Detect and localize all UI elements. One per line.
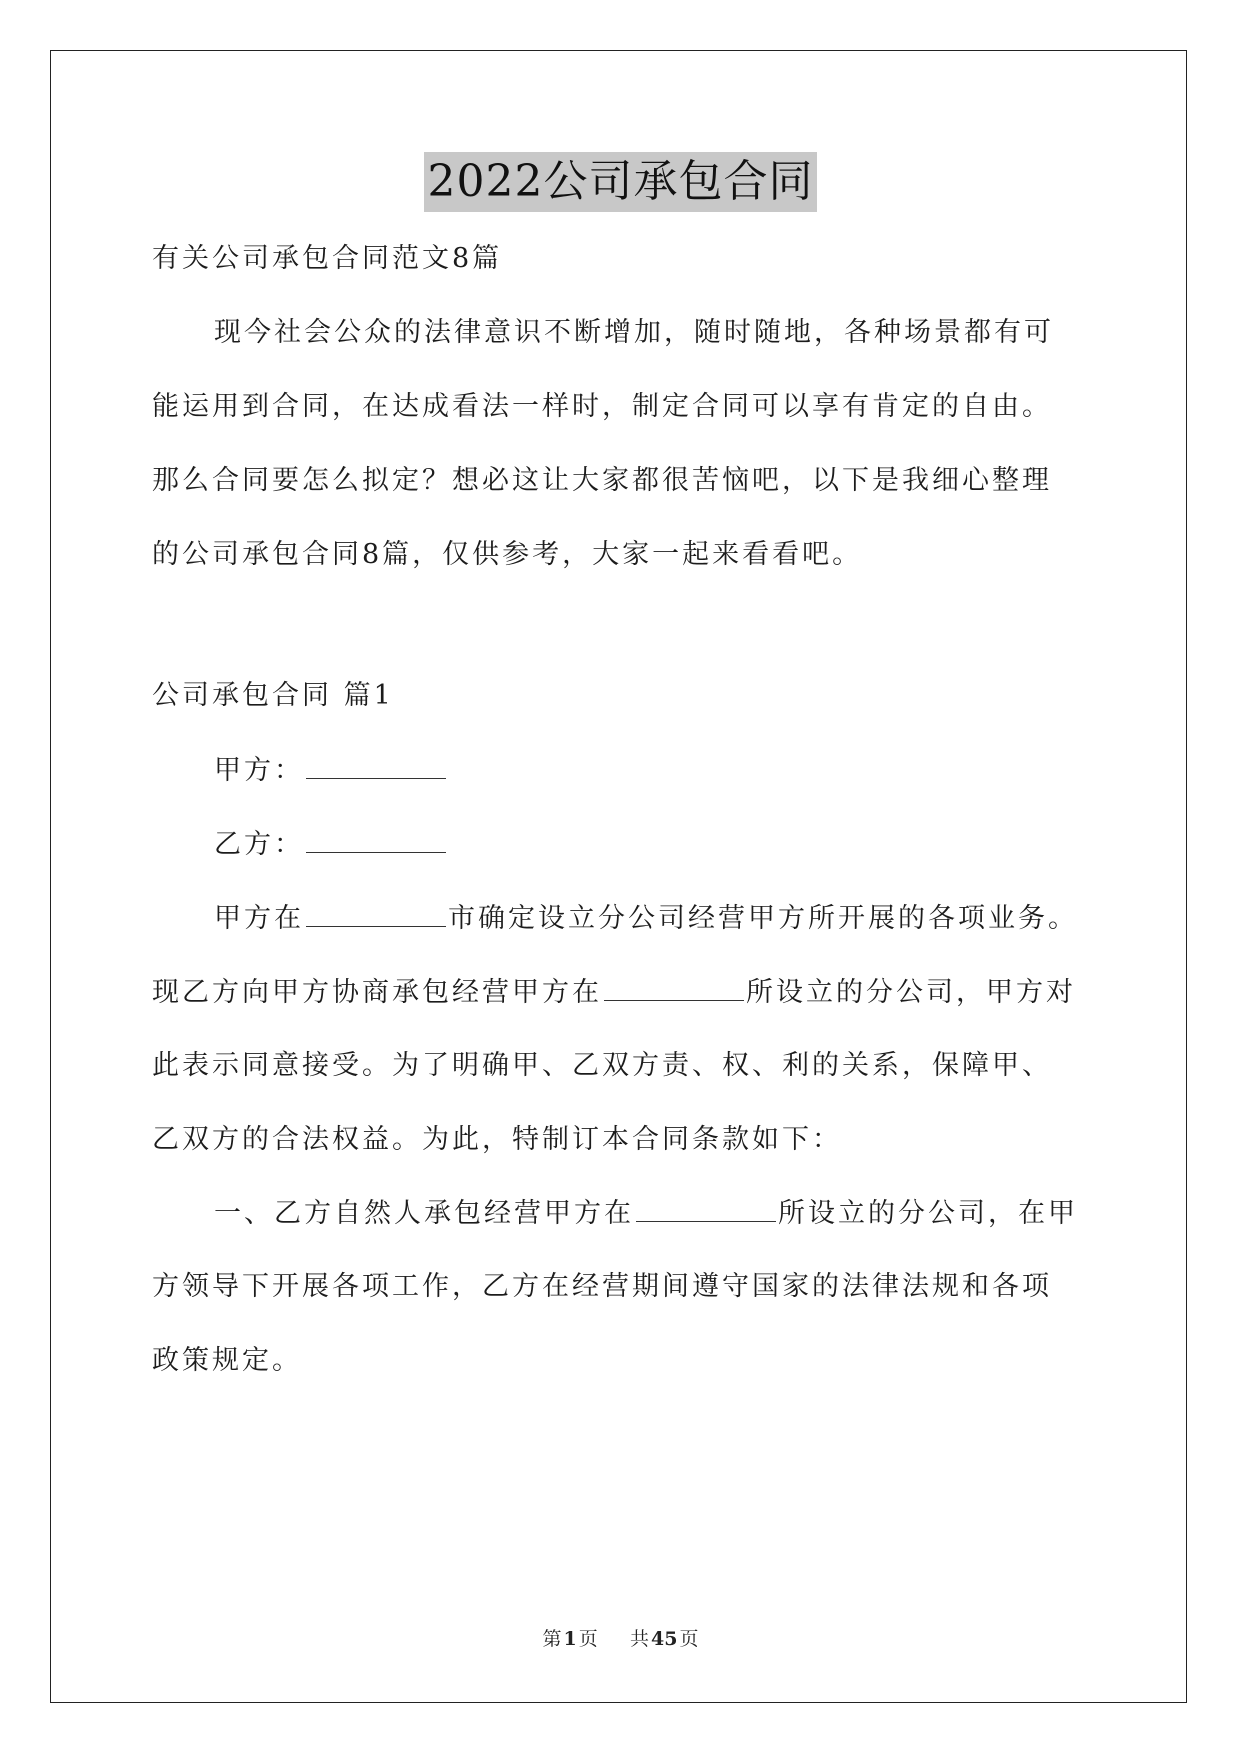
body-text: 市确定设立分公司经营甲方所开展的各项业务。 xyxy=(448,903,1078,934)
party-a-blank xyxy=(306,750,446,779)
page-footer xyxy=(0,1626,1241,1652)
body-line-7: 政策规定。 xyxy=(152,1345,302,1376)
page-border xyxy=(50,50,1187,1703)
intro-line-2: 能运用到合同，在达成看法一样时，制定合同可以享有肯定的自由。 xyxy=(152,391,1052,422)
body-text: 一、乙方自然人承包经营甲方在 xyxy=(214,1198,634,1229)
intro-line-1: 现今社会公众的法律意识不断增加，随时随地，各种场景都有可 xyxy=(214,317,1054,348)
body-text: 现乙方向甲方协商承包经营甲方在 xyxy=(152,977,602,1008)
body-line-1 xyxy=(214,898,1078,939)
intro-line-3: 那么合同要怎么拟定？想必这让大家都很苦恼吧，以下是我细心整理 xyxy=(152,465,1052,496)
page-number: 1 xyxy=(563,1628,577,1650)
body-line-4: 乙双方的合法权益。为此，特制订本合同条款如下： xyxy=(152,1124,842,1155)
page-prefix: 第 xyxy=(542,1628,562,1650)
city-blank xyxy=(306,898,446,927)
total-pages-indicator xyxy=(628,1628,700,1650)
section-heading: 公司承包合同 篇1 xyxy=(152,680,394,711)
party-a-label: 甲方： xyxy=(214,755,304,786)
location-blank-2 xyxy=(636,1193,776,1222)
body-text: 所设立的分公司，在甲 xyxy=(778,1198,1078,1229)
party-b-label: 乙方： xyxy=(214,829,304,860)
total-pages: 45 xyxy=(650,1628,678,1650)
party-b-line xyxy=(214,824,448,865)
page-indicator xyxy=(541,1628,600,1650)
party-a-line xyxy=(214,750,448,791)
intro-line-4: 的公司承包合同8篇，仅供参考，大家一起来看看吧。 xyxy=(152,539,863,570)
total-suffix: 页 xyxy=(679,1628,699,1650)
body-text: 所设立的分公司，甲方对 xyxy=(746,977,1076,1008)
body-line-2 xyxy=(152,972,1076,1013)
body-line-5 xyxy=(214,1193,1078,1234)
location-blank xyxy=(604,972,744,1001)
total-prefix: 共 xyxy=(629,1628,649,1650)
document-title: 2022公司承包合同 xyxy=(424,152,818,212)
page-suffix: 页 xyxy=(578,1628,598,1650)
document-subtitle: 有关公司承包合同范文8篇 xyxy=(152,243,503,274)
body-line-6: 方领导下开展各项工作，乙方在经营期间遵守国家的法律法规和各项 xyxy=(152,1271,1052,1302)
body-text: 甲方在 xyxy=(214,903,304,934)
party-b-blank xyxy=(306,824,446,853)
body-line-3: 此表示同意接受。为了明确甲、乙双方责、权、利的关系，保障甲、 xyxy=(152,1050,1052,1081)
title-container xyxy=(0,152,1241,212)
